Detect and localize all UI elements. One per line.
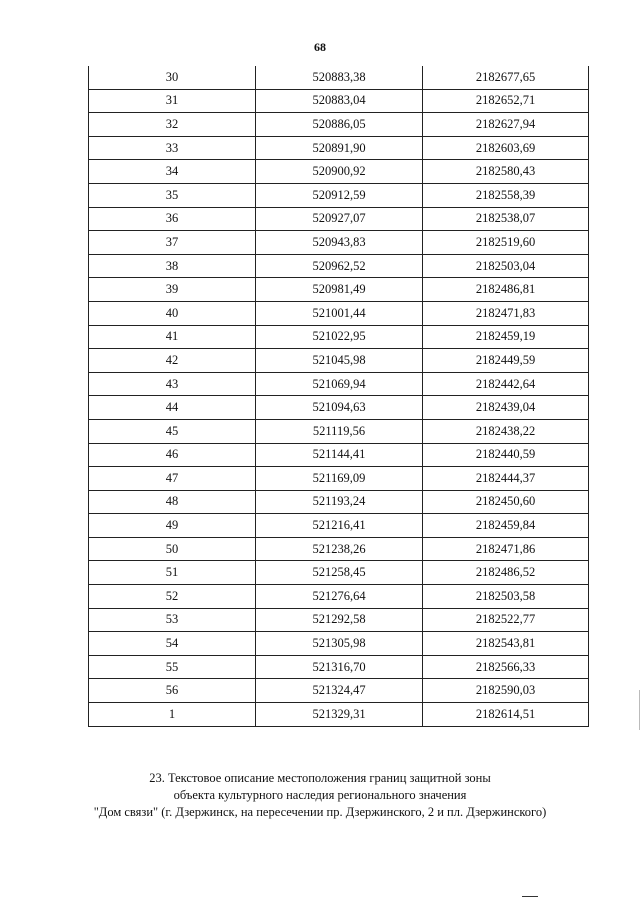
point-number-cell: 35 (89, 183, 256, 207)
y-coordinate-cell: 2182438,22 (423, 419, 589, 443)
point-number-cell: 31 (89, 89, 256, 113)
point-number-cell: 1 (89, 703, 256, 727)
x-coordinate-cell: 521276,64 (256, 585, 423, 609)
x-coordinate-cell: 520943,83 (256, 231, 423, 255)
table-row (89, 113, 589, 137)
point-number-cell: 45 (89, 419, 256, 443)
point-number-cell: 33 (89, 136, 256, 160)
table-row (89, 325, 589, 349)
page-number: 68 (314, 40, 326, 54)
table-row (89, 349, 589, 373)
section-caption (0, 770, 640, 821)
y-coordinate-cell: 2182590,03 (423, 679, 589, 703)
point-number-cell: 51 (89, 561, 256, 585)
coordinates-table (88, 66, 589, 727)
point-number-cell: 54 (89, 632, 256, 656)
point-number-cell: 48 (89, 490, 256, 514)
y-coordinate-cell: 2182459,84 (423, 514, 589, 538)
table-row (89, 679, 589, 703)
y-coordinate-cell: 2182440,59 (423, 443, 589, 467)
x-coordinate-cell: 520962,52 (256, 254, 423, 278)
x-coordinate-cell: 521216,41 (256, 514, 423, 538)
point-number-cell: 56 (89, 679, 256, 703)
point-number-cell: 49 (89, 514, 256, 538)
y-coordinate-cell: 2182486,81 (423, 278, 589, 302)
y-coordinate-cell: 2182449,59 (423, 349, 589, 373)
point-number-cell: 53 (89, 608, 256, 632)
x-coordinate-cell: 521329,31 (256, 703, 423, 727)
table-row (89, 89, 589, 113)
x-coordinate-cell: 521119,56 (256, 419, 423, 443)
y-coordinate-cell: 2182566,33 (423, 655, 589, 679)
point-number-cell: 47 (89, 467, 256, 491)
point-number-cell: 40 (89, 301, 256, 325)
y-coordinate-cell: 2182538,07 (423, 207, 589, 231)
y-coordinate-cell: 2182471,83 (423, 301, 589, 325)
table-row (89, 372, 589, 396)
x-coordinate-cell: 521069,94 (256, 372, 423, 396)
table-row (89, 537, 589, 561)
x-coordinate-cell: 521193,24 (256, 490, 423, 514)
caption-line-3: "Дом связи" (г. Дзержинск, на пересечении пр. Дзержинского, 2 и пл. Дзержинского) (93, 805, 547, 819)
x-coordinate-cell: 520886,05 (256, 113, 423, 137)
x-coordinate-cell: 521316,70 (256, 655, 423, 679)
y-coordinate-cell: 2182486,52 (423, 561, 589, 585)
caption-line-1: 23. Текстовое описание местоположения границ защитной зоны (149, 771, 491, 785)
table-row (89, 632, 589, 656)
y-coordinate-cell: 2182543,81 (423, 632, 589, 656)
point-number-cell: 42 (89, 349, 256, 373)
table-row (89, 66, 589, 89)
point-number-cell: 55 (89, 655, 256, 679)
table-row (89, 278, 589, 302)
table-row (89, 514, 589, 538)
point-number-cell: 38 (89, 254, 256, 278)
x-coordinate-cell: 521238,26 (256, 537, 423, 561)
point-number-cell: 36 (89, 207, 256, 231)
x-coordinate-cell: 521305,98 (256, 632, 423, 656)
x-coordinate-cell: 520912,59 (256, 183, 423, 207)
table-row (89, 419, 589, 443)
y-coordinate-cell: 2182442,64 (423, 372, 589, 396)
point-number-cell: 43 (89, 372, 256, 396)
y-coordinate-cell: 2182522,77 (423, 608, 589, 632)
y-coordinate-cell: 2182627,94 (423, 113, 589, 137)
point-number-cell: 34 (89, 160, 256, 184)
table-row (89, 231, 589, 255)
y-coordinate-cell: 2182519,60 (423, 231, 589, 255)
x-coordinate-cell: 521022,95 (256, 325, 423, 349)
x-coordinate-cell: 520883,38 (256, 66, 423, 89)
footer-dash (522, 896, 538, 897)
point-number-cell: 30 (89, 66, 256, 89)
point-number-cell: 37 (89, 231, 256, 255)
point-number-cell: 44 (89, 396, 256, 420)
y-coordinate-cell: 2182603,69 (423, 136, 589, 160)
point-number-cell: 39 (89, 278, 256, 302)
table-row (89, 183, 589, 207)
x-coordinate-cell: 521292,58 (256, 608, 423, 632)
table-row (89, 608, 589, 632)
point-number-cell: 41 (89, 325, 256, 349)
x-coordinate-cell: 520883,04 (256, 89, 423, 113)
y-coordinate-cell: 2182614,51 (423, 703, 589, 727)
x-coordinate-cell: 521169,09 (256, 467, 423, 491)
table-row (89, 254, 589, 278)
y-coordinate-cell: 2182450,60 (423, 490, 589, 514)
y-coordinate-cell: 2182503,04 (423, 254, 589, 278)
y-coordinate-cell: 2182652,71 (423, 89, 589, 113)
point-number-cell: 50 (89, 537, 256, 561)
caption-line-2: объекта культурного наследия регионального значения (173, 788, 467, 802)
x-coordinate-cell: 521258,45 (256, 561, 423, 585)
table-row (89, 136, 589, 160)
table-row (89, 561, 589, 585)
table-row (89, 160, 589, 184)
point-number-cell: 52 (89, 585, 256, 609)
y-coordinate-cell: 2182471,86 (423, 537, 589, 561)
x-coordinate-cell: 521144,41 (256, 443, 423, 467)
point-number-cell: 32 (89, 113, 256, 137)
table-row (89, 207, 589, 231)
point-number-cell: 46 (89, 443, 256, 467)
table-row (89, 490, 589, 514)
y-coordinate-cell: 2182503,58 (423, 585, 589, 609)
x-coordinate-cell: 520981,49 (256, 278, 423, 302)
table-row (89, 301, 589, 325)
y-coordinate-cell: 2182444,37 (423, 467, 589, 491)
y-coordinate-cell: 2182439,04 (423, 396, 589, 420)
x-coordinate-cell: 521094,63 (256, 396, 423, 420)
y-coordinate-cell: 2182558,39 (423, 183, 589, 207)
table-row (89, 703, 589, 727)
x-coordinate-cell: 521001,44 (256, 301, 423, 325)
table-row (89, 396, 589, 420)
table-row (89, 655, 589, 679)
coordinates-table-body (89, 66, 589, 726)
y-coordinate-cell: 2182580,43 (423, 160, 589, 184)
y-coordinate-cell: 2182459,19 (423, 325, 589, 349)
x-coordinate-cell: 520927,07 (256, 207, 423, 231)
x-coordinate-cell: 521045,98 (256, 349, 423, 373)
x-coordinate-cell: 520891,90 (256, 136, 423, 160)
x-coordinate-cell: 521324,47 (256, 679, 423, 703)
y-coordinate-cell: 2182677,65 (423, 66, 589, 89)
table-row (89, 585, 589, 609)
table-row (89, 467, 589, 491)
x-coordinate-cell: 520900,92 (256, 160, 423, 184)
table-row (89, 443, 589, 467)
